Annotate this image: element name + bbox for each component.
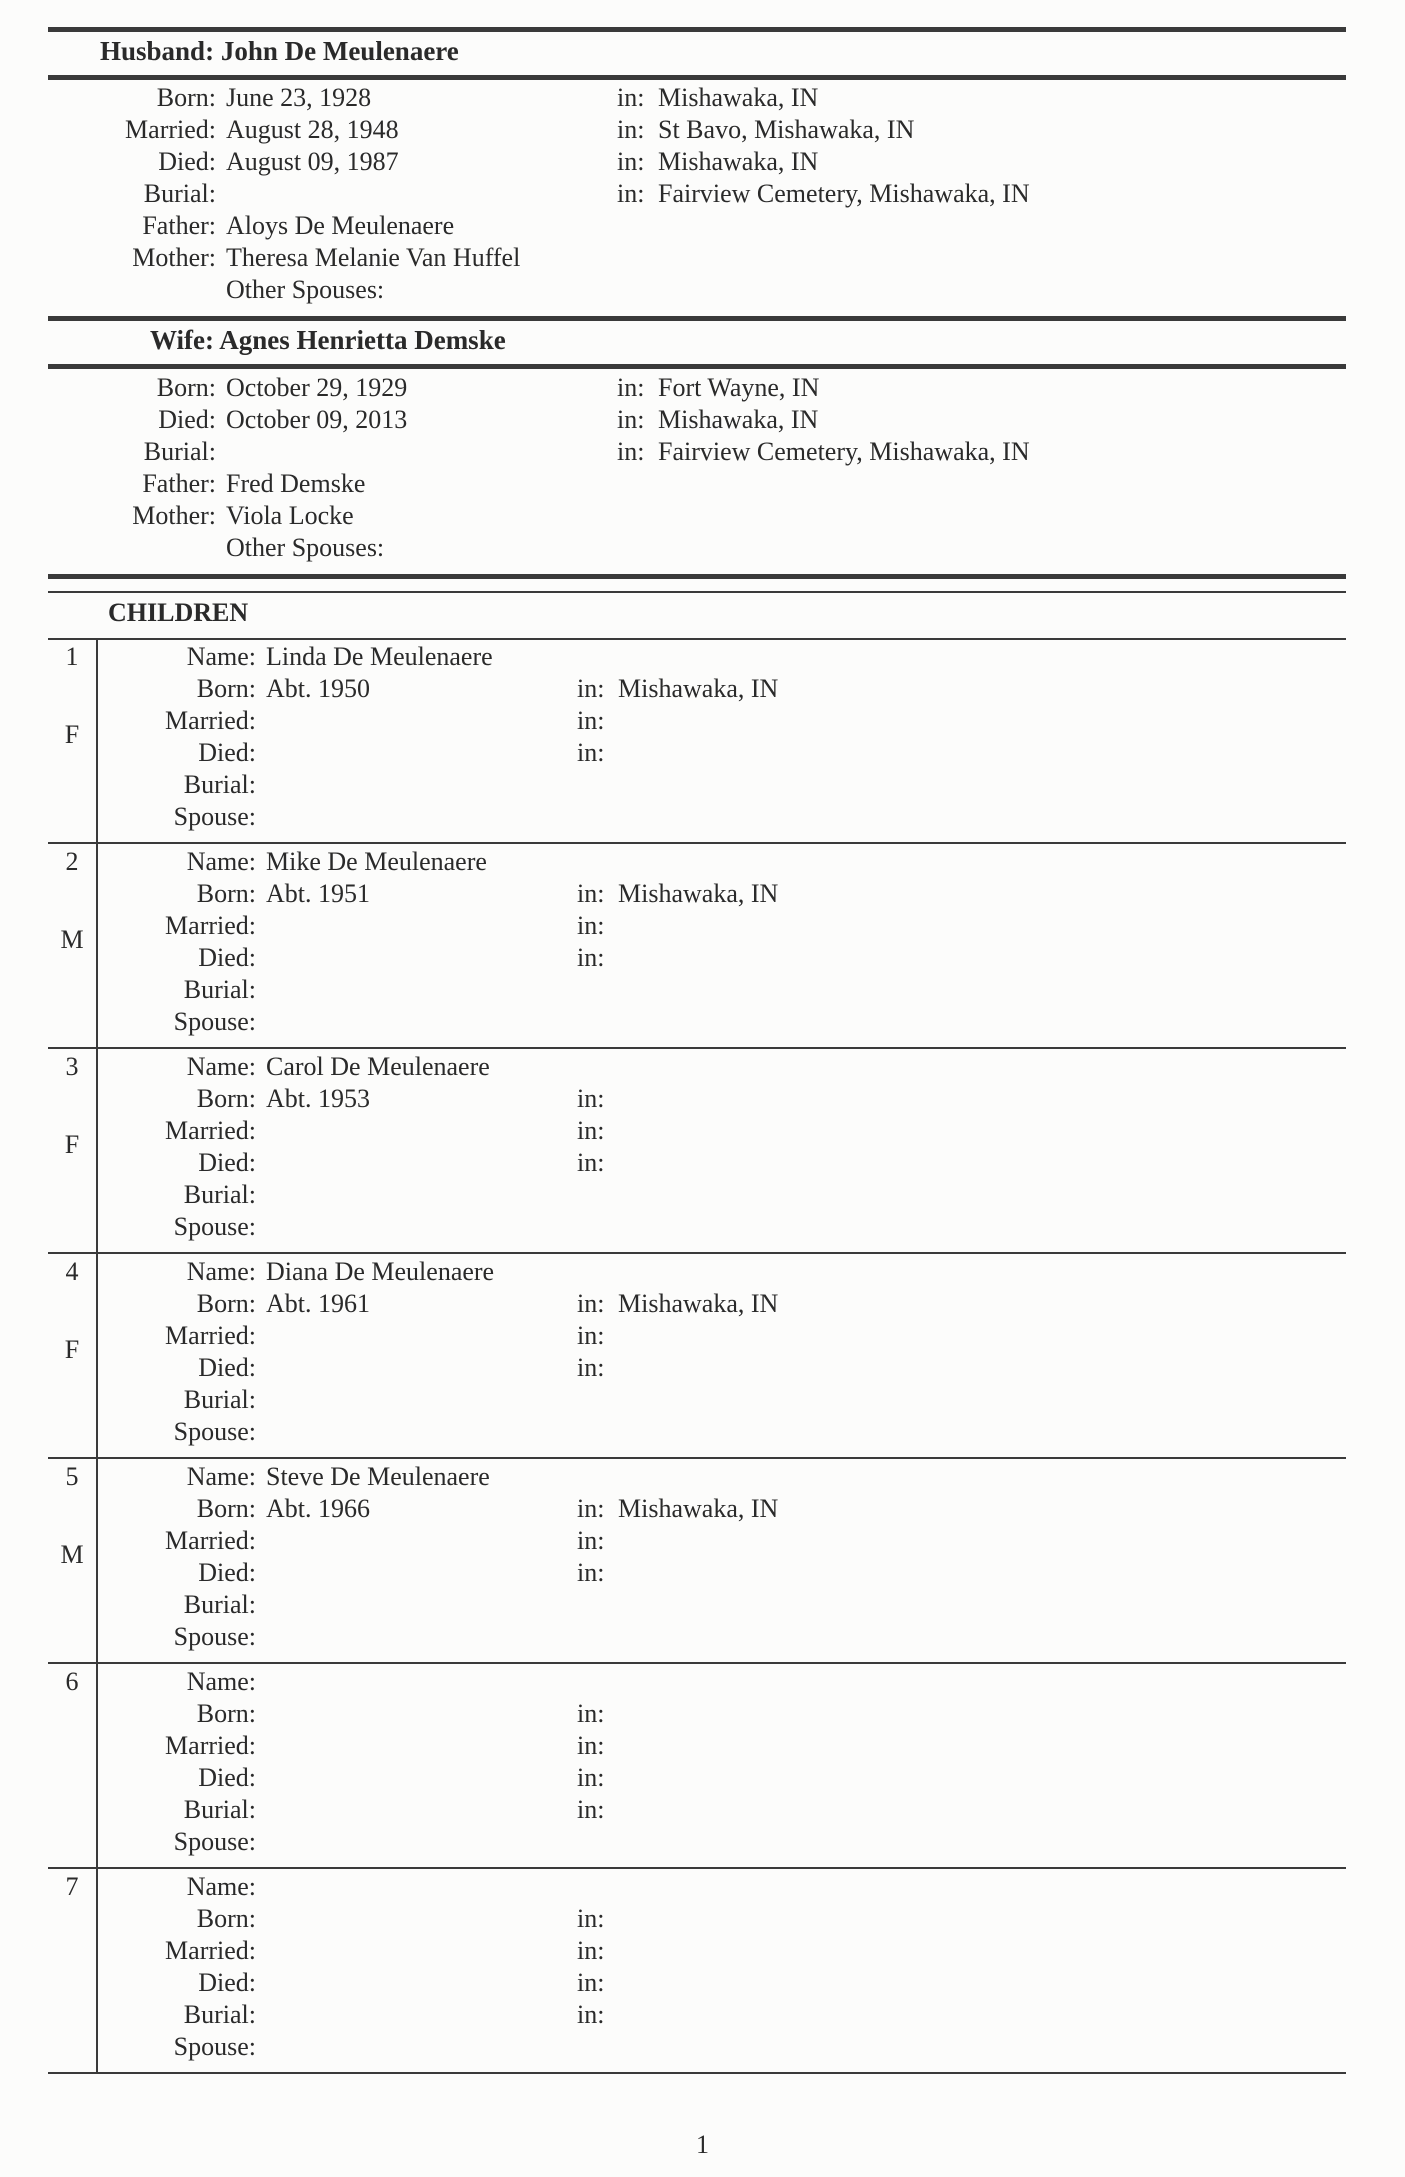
place-label: in: [577,1731,605,1760]
place-label: in: [617,115,645,144]
child-number: 2 [65,847,79,876]
field-label: Burial: [183,1795,256,1824]
field-label: Spouse: [173,1622,256,1651]
husband-name: John De Meulenaere [220,36,459,66]
field-label: Name: [186,1872,256,1901]
field-label: Born: [196,879,256,908]
place-label: in: [577,1148,605,1177]
place-value: Mishawaka, IN [658,147,819,176]
field-value: Mike De Meulenaere [266,847,487,876]
place-label: in: [577,738,605,767]
wife-header-rule [48,364,1346,369]
field-value: Abt. 1951 [266,879,370,908]
wife-name: Agnes Henrietta Demske [219,325,506,355]
field-label: Burial: [143,179,216,208]
husband-header [100,36,459,67]
field-label: Name: [186,1462,256,1491]
place-label: in: [577,706,605,735]
field-label: Spouse: [173,1007,256,1036]
place-label: in: [577,879,605,908]
place-label: in: [577,1116,605,1145]
wife-header [150,325,506,356]
field-label: Spouse: [173,1827,256,1856]
place-value: Mishawaka, IN [658,405,819,434]
child-number: 5 [65,1462,79,1491]
field-label: Died: [198,738,256,767]
place-value: Mishawaka, IN [618,1289,779,1318]
child-separator-rule [48,1457,1346,1459]
field-label: Mother: [132,243,216,272]
field-label: Married: [165,1321,256,1350]
field-label: Spouse: [173,1212,256,1241]
field-label: Father: [142,211,216,240]
children-heading: CHILDREN [108,598,249,627]
field-label: Spouse: [173,1417,256,1446]
child-number: 6 [65,1667,79,1696]
child-sex: F [64,720,80,749]
field-label: Married: [165,1526,256,1555]
place-label: in: [577,1763,605,1792]
field-label: Died: [198,943,256,972]
field-label: Married: [125,115,216,144]
field-value: Diana De Meulenaere [266,1257,495,1286]
page-number: 1 [696,2130,709,2159]
field-label: Died: [198,1148,256,1177]
field-label: Name: [186,1052,256,1081]
field-label: Married: [165,1731,256,1760]
field-label: Burial: [183,1590,256,1619]
place-label: in: [617,83,645,112]
field-label: Born: [156,373,216,402]
wife-header-label: Wife: [150,325,214,355]
field-value: Viola Locke [226,501,354,530]
field-value: August 28, 1948 [226,115,399,144]
field-label: Married: [165,911,256,940]
place-label: in: [577,1936,605,1965]
place-value: Mishawaka, IN [618,879,779,908]
field-label: Burial: [183,770,256,799]
child-separator-rule [48,1047,1346,1049]
place-label: in: [617,373,645,402]
field-value: Linda De Meulenaere [266,642,493,671]
child-number: 4 [65,1257,79,1286]
field-label: Born: [196,1289,256,1318]
field-value: Abt. 1961 [266,1289,370,1318]
field-label: Died: [198,1353,256,1382]
child-sex: F [64,1335,80,1364]
field-label: Died: [198,1763,256,1792]
place-value: Mishawaka, IN [618,1494,779,1523]
place-label: in: [577,1494,605,1523]
field-value: Abt. 1953 [266,1084,370,1113]
field-value: Carol De Meulenaere [266,1052,490,1081]
place-value: Mishawaka, IN [618,674,779,703]
place-label: in: [577,911,605,940]
place-label: in: [577,1558,605,1587]
field-value: August 09, 1987 [226,147,399,176]
field-label: Born: [196,1494,256,1523]
place-label: in: [577,1968,605,1997]
field-value: Fred Demske [226,469,366,498]
field-label: Name: [186,847,256,876]
field-label: Mother: [132,501,216,530]
place-value: Fort Wayne, IN [658,373,820,402]
field-label: Born: [196,1699,256,1728]
field-label: Name: [186,1257,256,1286]
place-label: in: [577,943,605,972]
children-heading-rule [48,638,1346,640]
place-label: in: [617,405,645,434]
place-label: in: [577,2000,605,2029]
field-label: Born: [196,674,256,703]
field-label: Spouse: [173,2032,256,2061]
child-sex: F [64,1130,80,1159]
field-label: Married: [165,1936,256,1965]
field-label: Born: [156,83,216,112]
field-value: Other Spouses: [226,533,385,562]
child-sex: M [60,925,84,954]
place-value: Fairview Cemetery, Mishawaka, IN [658,179,1030,208]
place-value: Mishawaka, IN [658,83,819,112]
husband-header-rule [48,75,1346,80]
field-label: Burial: [183,2000,256,2029]
field-label: Born: [196,1904,256,1933]
child-separator-rule [48,1867,1346,1869]
place-label: in: [577,1321,605,1350]
husband-header-label: Husband: [100,36,215,66]
children-column-divider [96,638,98,2072]
children-top-rule-2 [48,591,1346,593]
children-top-rule [48,574,1346,579]
place-label: in: [577,1353,605,1382]
field-label: Married: [165,1116,256,1145]
field-label: Burial: [183,1180,256,1209]
place-label: in: [577,1904,605,1933]
field-label: Died: [198,1968,256,1997]
field-label: Name: [186,1667,256,1696]
child-number: 1 [65,642,79,671]
place-label: in: [577,1699,605,1728]
place-value: Fairview Cemetery, Mishawaka, IN [658,437,1030,466]
field-label: Burial: [183,975,256,1004]
field-value: Theresa Melanie Van Huffel [226,243,521,272]
place-label: in: [617,437,645,466]
field-value: Abt. 1950 [266,674,370,703]
field-value: Abt. 1966 [266,1494,370,1523]
place-label: in: [577,1289,605,1318]
place-value: St Bavo, Mishawaka, IN [658,115,915,144]
child-separator-rule [48,1662,1346,1664]
child-number: 3 [65,1052,79,1081]
child-number: 7 [65,1872,79,1901]
field-value: Other Spouses: [226,275,385,304]
place-label: in: [577,1795,605,1824]
child-sex: M [60,1540,84,1569]
field-value: October 09, 2013 [226,405,408,434]
place-label: in: [617,147,645,176]
top-rule [48,27,1346,32]
field-label: Name: [186,642,256,671]
field-label: Father: [142,469,216,498]
field-label: Spouse: [173,802,256,831]
child-separator-rule [48,1252,1346,1254]
field-value: June 23, 1928 [226,83,372,112]
field-label: Burial: [143,437,216,466]
child-separator-rule [48,2072,1346,2074]
field-label: Died: [158,405,216,434]
field-value: October 29, 1929 [226,373,408,402]
place-label: in: [577,1084,605,1113]
child-separator-rule [48,842,1346,844]
field-label: Burial: [183,1385,256,1414]
field-value: Aloys De Meulenaere [226,211,455,240]
field-value: Steve De Meulenaere [266,1462,490,1491]
place-label: in: [617,179,645,208]
place-label: in: [577,1526,605,1555]
field-label: Born: [196,1084,256,1113]
field-label: Died: [158,147,216,176]
field-label: Died: [198,1558,256,1587]
field-label: Married: [165,706,256,735]
wife-top-rule [48,316,1346,321]
place-label: in: [577,674,605,703]
